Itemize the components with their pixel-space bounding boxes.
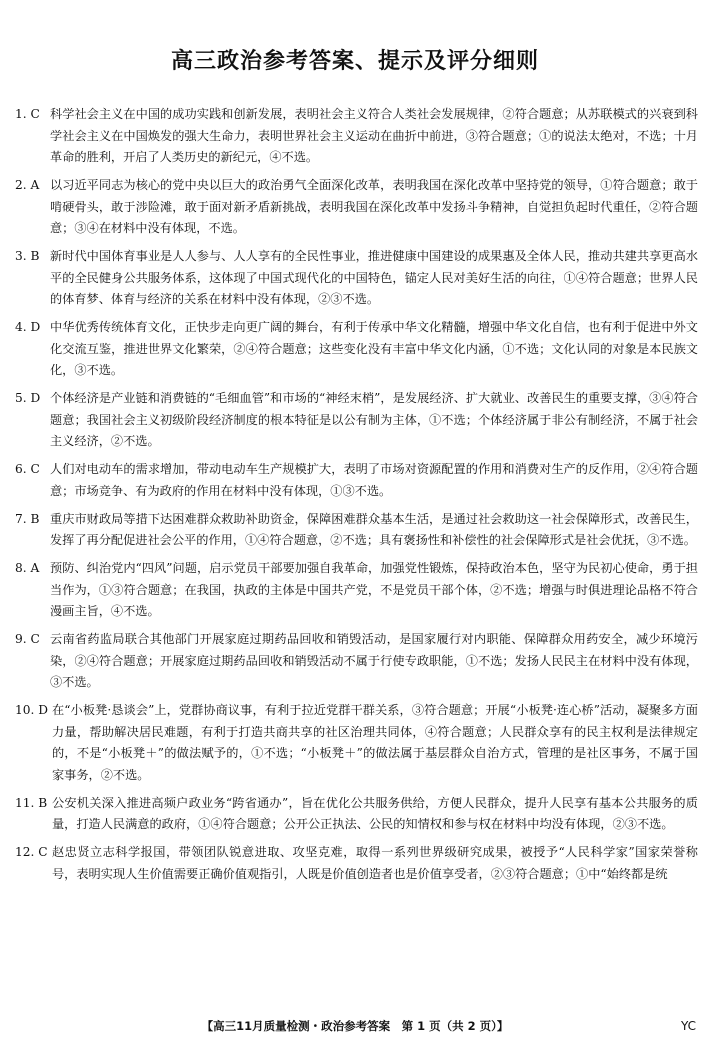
answer-number: 3. B bbox=[15, 249, 40, 263]
answer-number: 9. C bbox=[15, 632, 40, 646]
answer-explanation: 云南省药监局联合其他部门开展家庭过期药品回收和销毁活动，是国家履行对内职能、保障群众用药安全，减少环境污染，②④符合题意；开展家庭过期药品回收和销毁活动不属于行使专政职能，①不选；发扬人民民主在材料中没有体现，③不选。 bbox=[50, 632, 698, 689]
answer-item bbox=[0, 509, 710, 552]
answer-item bbox=[0, 629, 710, 694]
answer-item bbox=[0, 175, 710, 240]
footer-code: YC bbox=[680, 1019, 696, 1033]
answer-item bbox=[0, 388, 710, 453]
answer-list bbox=[0, 104, 710, 892]
answer-item bbox=[0, 246, 710, 311]
answer-explanation: 重庆市财政局等措下达困难群众救助补助资金，保障困难群众基本生活，是通过社会救助这一社会保障形式，改善民生，发挥了再分配促进社会公平的作用，①④符合题意，②不选；具有褒扬性和补偿性的社会保障形式是社会优抚，③不选。 bbox=[50, 511, 698, 547]
answer-explanation: 人们对电动车的需求增加，带动电动车生产规模扩大，表明了市场对资源配置的作用和消费对生产的反作用，②④符合题意；市场竞争、有为政府的作用在材料中没有体现，①③不选。 bbox=[50, 462, 698, 498]
answer-item bbox=[0, 558, 710, 623]
answer-number: 11. B bbox=[15, 795, 48, 810]
answer-explanation: 个体经济是产业链和消费链的“毛细血管”和市场的“神经末梢”，是发展经济、扩大就业、改善民生的重要支撑，③④符合题意；我国社会主义初级阶段经济制度的根本特征是以公有制为主体，①不选；个体经济属于非公有制经济，不属于社会主义经济，②不选。 bbox=[50, 391, 698, 448]
answer-explanation: 预防、纠治党内“四风”问题，启示党员干部要加强自我革命，加强党性锻炼，保持政治本色，坚守为民初心使命，勇于担当作为，①③符合题意；在我国，执政的主体是中国共产党，不是党员干部个体，②不选；增强与时俱进理论品格不符合漫画主旨，④不选。 bbox=[50, 561, 698, 618]
answer-explanation: 在“小板凳·恳谈会”上，党群协商议事，有利于拉近党群干群关系，③符合题意；开展“小板凳·连心桥”活动，凝聚多方面力量，帮助解决居民难题，有利于打造共商共享的社区治理共同体，④符合题意；人民群众享有的民主权利是法律规定的，不是“小板凳＋”的做法赋予的，①不选；“小板凳＋”的做法属于基层群众自治方式，管理的是社区事务，不属于国家事务，②不选。 bbox=[52, 703, 698, 782]
answer-explanation: 公安机关深入推进高频户政业务“跨省通办”，旨在优化公共服务供给，方便人民群众，提升人民享有基本公共服务的质量，打造人民满意的政府，①④符合题意；公开公正执法、公民的知情权和参与权在材料中均没有体现，②③不选。 bbox=[52, 795, 698, 831]
answer-number: 7. B bbox=[15, 511, 40, 526]
answer-item bbox=[0, 104, 710, 169]
answer-item bbox=[0, 700, 710, 786]
answer-number: 8. A bbox=[15, 561, 40, 575]
answer-explanation: 科学社会主义在中国的成功实践和创新发展，表明社会主义符合人类社会发展规律，②符合题意；从苏联模式的兴衰到科学社会主义在中国焕发的强大生命力，表明世界社会主义运动在曲折中前进，③符合题意；①的说法太绝对，不选；十月革命的胜利，开启了人类历史的新纪元，④不选。 bbox=[50, 107, 698, 164]
document-title: 高三政治参考答案、提示及评分细则 bbox=[170, 49, 539, 74]
answer-explanation: 以习近平同志为核心的党中央以巨大的政治勇气全面深化改革，表明我国在深化改革中坚持党的领导，①符合题意；敢于啃硬骨头，敢于涉险滩，敢于面对新矛盾新挑战，表明我国在深化改革中发扬斗争精神，自觉担负起时代重任，②符合题意；③④在材料中没有体现，不选。 bbox=[50, 178, 698, 235]
answer-explanation: 新时代中国体育事业是人人参与、人人享有的全民性事业，推进健康中国建设的成果惠及全体人民，推动共建共享更高水平的全民健身公共服务体系，这体现了中国式现代化的中国特色，锚定人民对美好生活的向往，①④符合题意；世界人民的体育梦、体育与经济的关系在材料中没有体现，②③不选。 bbox=[50, 249, 698, 306]
answer-item bbox=[0, 317, 710, 382]
answer-number: 1. C bbox=[15, 107, 40, 121]
answer-number: 2. A bbox=[15, 178, 40, 192]
answer-number: 6. C bbox=[15, 462, 40, 476]
answer-explanation: 中华优秀传统体育文化，正快步走向更广阔的舞台，有利于传承中华文化精髓，增强中华文化自信，也有利于促进中外文化交流互鉴，推进世界文化繁荣，②④符合题意；这些变化没有丰富中华文化内涵，①不选；文化认同的对象是本民族文化，③不选。 bbox=[50, 320, 698, 377]
answer-item bbox=[0, 842, 710, 885]
footer-page-info: 【高三11月质量检测・政治参考答案 第 1 页（共 2 页）】 bbox=[201, 1019, 509, 1033]
answer-item bbox=[0, 793, 710, 836]
answer-number: 10. D bbox=[15, 703, 49, 717]
answer-item bbox=[0, 459, 710, 502]
answer-number: 5. D bbox=[15, 391, 41, 405]
answer-explanation: 赵忠贤立志科学报国，带领团队锐意进取、攻坚克难，取得一系列世界级研究成果，被授予“人民科学家”国家荣誉称号，表明实现人生价值需要正确价值观指引，人既是价值创造者也是价值享受者，②③符合题意；①中“始终都是统 bbox=[52, 845, 698, 881]
answer-number: 4. D bbox=[15, 320, 41, 334]
answer-number: 12. C bbox=[15, 845, 48, 859]
